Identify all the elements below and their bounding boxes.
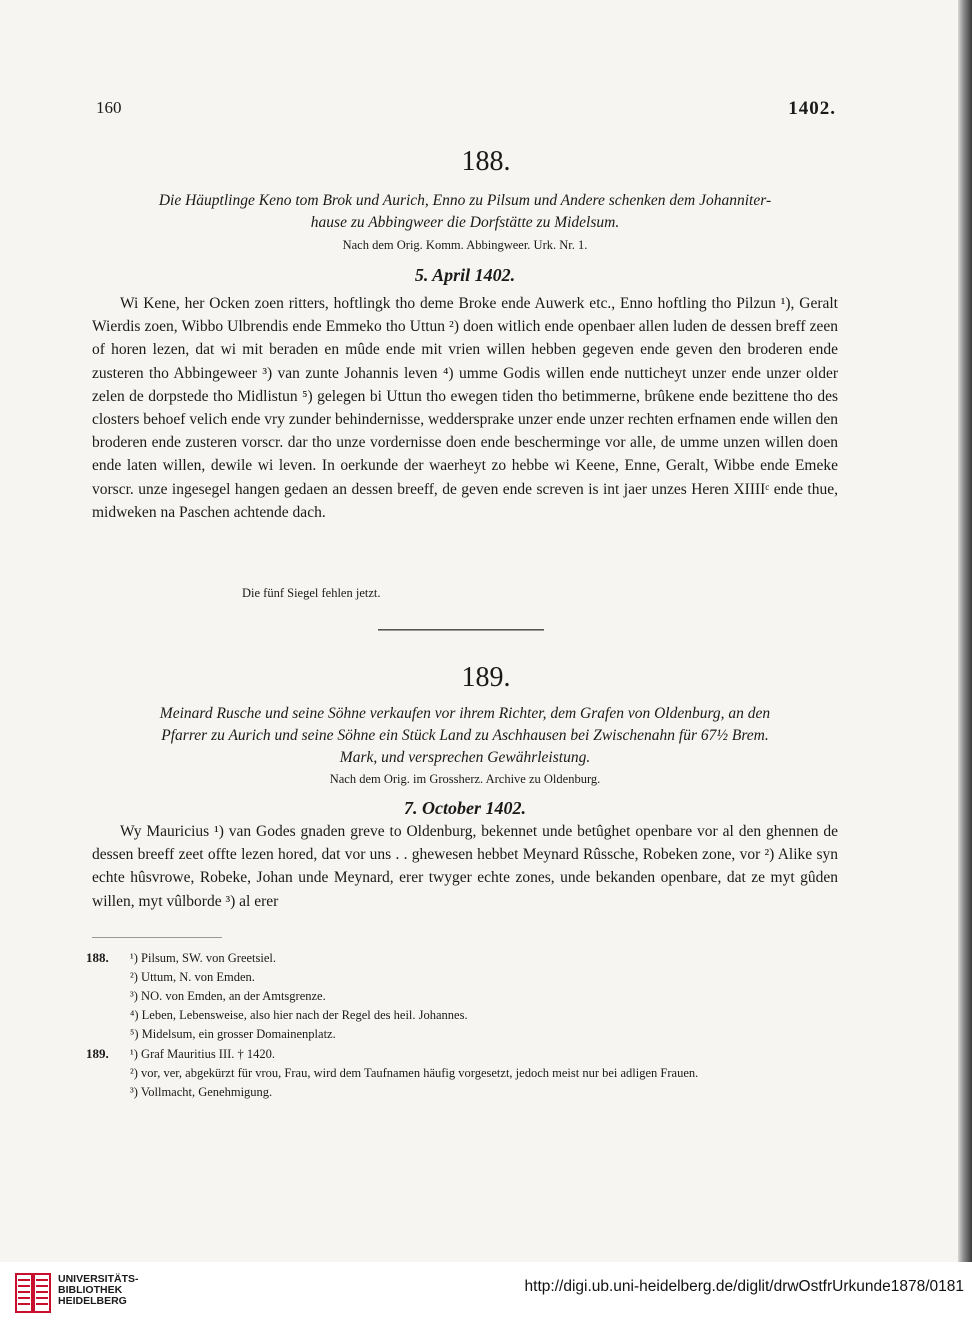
document-number-189: 189. bbox=[461, 662, 511, 693]
date-188: 5. April 1402. bbox=[414, 265, 516, 285]
footer-bar bbox=[0, 1262, 972, 1325]
regest-188-line1: Die Häuptlinge Keno tom Brok und Aurich, Enno zu Pilsum und Andere schenken dem Johanniter- bbox=[158, 192, 772, 209]
charter-text-189: Wy Mauricius ¹) van Godes gnaden greve to Oldenburg, bekennet unde betûghet openbare vor al den ghennen de dessen breeff zeet offte lezen hored, dat vor uns . . ghewesen hebbet Meynard Rûssche, Robeken zone, vor ²) Alike syn echte hûsvrowe, Robeke, Johan unde Meynard, erer twyger echte zones, unde bekanden openbare, dat ze myt gûden willen, myt vûlborde ³) al erer bbox=[92, 823, 838, 910]
document-number-188: 188. bbox=[461, 146, 511, 177]
regest-189-line3: Mark, und versprechen Gewährleistung. bbox=[339, 749, 591, 766]
regest-189-line1: Meinard Rusche und seine Söhne verkaufen vor ihrem Richter, dem Grafen von Oldenburg, an den bbox=[159, 705, 771, 722]
source-189: Nach dem Orig. im Grossherz. Archive zu Oldenburg. bbox=[329, 772, 601, 786]
source-188: Nach dem Orig. Komm. Abbingweer. Urk. Nr. 1. bbox=[342, 238, 588, 252]
regest-188-line2: hause zu Abbingweer die Dorfstätte zu Midelsum. bbox=[310, 214, 620, 231]
date-189: 7. October 1402. bbox=[404, 798, 526, 818]
regest-189 bbox=[92, 703, 838, 769]
footnote-rule bbox=[92, 937, 222, 938]
library-logo-icon[interactable] bbox=[12, 1270, 54, 1316]
book-edge-shadow bbox=[958, 0, 972, 1262]
footnote-item: ²) Uttum, N. von Emden. bbox=[130, 970, 255, 984]
section-divider bbox=[378, 629, 544, 631]
regest-189-line2: Pfarrer zu Aurich und seine Söhne ein Stück Land zu Aschhausen bei Zwischenahn für 67½ Brem. bbox=[161, 727, 769, 744]
footnote-item: ⁴) Leben, Lebensweise, also hier nach der Regel des heil. Johannes. bbox=[130, 1008, 468, 1022]
regest-188 bbox=[92, 190, 838, 234]
running-header bbox=[96, 98, 836, 122]
footnote-item: 188. ¹) Pilsum, SW. von Greetsiel. bbox=[86, 950, 277, 965]
footnote-item: ³) Vollmacht, Genehmigung. bbox=[130, 1085, 273, 1099]
footnote-item: ²) vor, ver, abgekürzt für vrou, Frau, wird dem Taufnamen häufig vorgesetzt, jedoch meist nur bei adligen Frauen. bbox=[130, 1066, 699, 1080]
seals-note-188: Die fünf Siegel fehlen jetzt. bbox=[242, 586, 381, 600]
library-name: UNIVERSITÄTS- BIBLIOTHEK HEIDELBERG bbox=[58, 1273, 139, 1307]
permalink-url[interactable]: http://digi.ub.uni-heidelberg.de/diglit/drwOstfrUrkunde1878/0181 bbox=[524, 1278, 964, 1295]
page-number: 160 bbox=[96, 98, 122, 117]
footnotes bbox=[86, 948, 832, 1102]
running-year: 1402. bbox=[788, 98, 836, 119]
footnote-item: 189. ¹) Graf Mauritius III. † 1420. bbox=[86, 1046, 276, 1061]
footnote-item: ³) NO. von Emden, an der Amtsgrenze. bbox=[130, 989, 326, 1003]
charter-text-188: Wi Kene, her Ocken zoen ritters, hoftlingk tho deme Broke ende Auwerk etc., Enno hoftling tho Pilzun ¹), Geralt Wierdis zoen, Wibbo Ulbrendis ende Emmeko tho Uttun ²) doen witlich ende openbaer allen luden de dessen breff zeen of horen lezen, dat wi mit beraden en mûde ende mit vrien willen hebben gegeven ende geven den broderen ende zusteren tho Abbingeweer ³) van zunte Johannis leven ⁴) umme Godis willen ende nutticheyt unzer ende unzer older zelen de dorpstede tho Midlistun ⁵) gelegen bi Uttun tho ewegen tiden tho betimmerne, brûkene ende bezittene tho des closters behoef velich ende vry zunder behindernisse, weddersprake unzer ende unzer rechten erfnamen ende willen den broderen ende zusteren vorscr. dar tho unze vordernisse doen ende bescherminge vor alle, de umme unzen willen doen ende laten willen, dewile wi leven. In oerkunde der waerheyt zo hebbe wi Keene, Enne, Geralt, Wibbe ende Emeke vorscr. unze ingesegel hangen gedaen an dessen breeff, de geven ende screven is int jaer unzes Heren XIIIIᶜ ende thue, midweken na Paschen achtende dach. bbox=[92, 295, 838, 521]
footnote-item: ⁵) Midelsum, ein grosser Domainenplatz. bbox=[130, 1027, 336, 1041]
